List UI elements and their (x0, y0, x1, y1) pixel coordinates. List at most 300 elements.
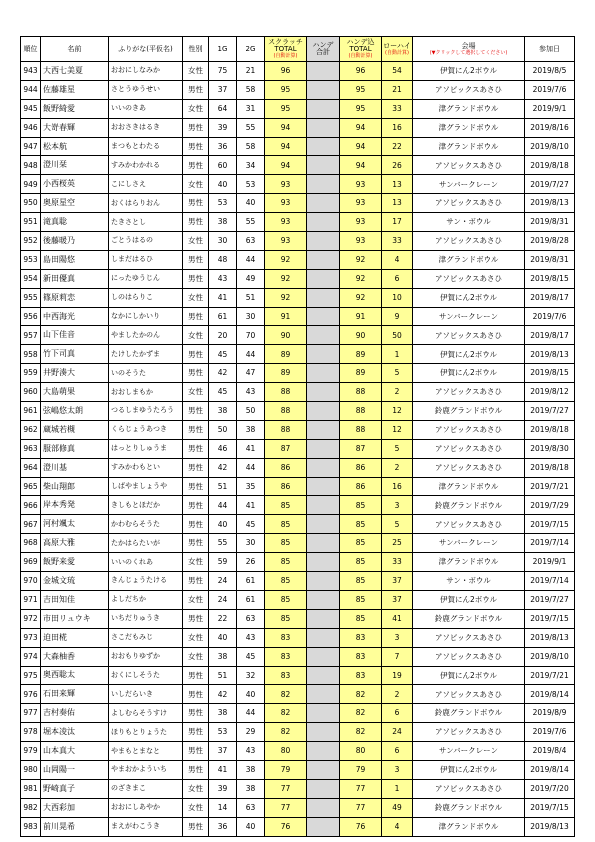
venue-cell[interactable]: アソビックスあさひ (413, 232, 525, 251)
game2-cell: 55 (237, 213, 265, 232)
table-row (21, 798, 575, 817)
handicap-cell[interactable] (307, 458, 340, 477)
table-row (21, 609, 575, 628)
venue-cell[interactable]: 津グランドボウル (413, 477, 525, 496)
date-cell: 2019/8/13 (525, 194, 575, 213)
game1-cell: 39 (209, 118, 237, 137)
handicap-total-cell: 89 (340, 364, 382, 383)
handicap-cell[interactable] (307, 590, 340, 609)
game2-cell: 38 (237, 760, 265, 779)
game2-cell: 44 (237, 458, 265, 477)
rank-cell: 972 (21, 609, 41, 628)
venue-cell[interactable]: アソビックスあさひ (413, 779, 525, 798)
name-cell: 野崎真子 (41, 779, 109, 798)
venue-cell[interactable]: 津グランドボウル (413, 99, 525, 118)
date-cell: 2019/8/13 (525, 817, 575, 836)
date-cell: 2019/7/20 (525, 779, 575, 798)
venue-cell[interactable]: アソビックスあさひ (413, 515, 525, 534)
kana-cell: ごとうはるの (109, 232, 183, 251)
handicap-cell[interactable] (307, 420, 340, 439)
handicap-cell[interactable] (307, 232, 340, 251)
handicap-total-cell: 87 (340, 439, 382, 458)
scratch-total-cell: 94 (265, 156, 307, 175)
game1-cell: 60 (209, 156, 237, 175)
game2-cell: 43 (237, 383, 265, 402)
kana-cell: たきさとし (109, 213, 183, 232)
table-row (21, 232, 575, 251)
date-cell: 2019/8/9 (525, 704, 575, 723)
header-row (21, 37, 575, 62)
kana-cell: おおにしあやか (109, 798, 183, 817)
table-row (21, 723, 575, 742)
date-cell: 2019/7/27 (525, 175, 575, 194)
header-handicap-total (340, 37, 382, 62)
handicap-cell[interactable] (307, 383, 340, 402)
scratch-total-cell: 88 (265, 383, 307, 402)
table-row (21, 137, 575, 156)
kana-cell: まえがわこうき (109, 817, 183, 836)
gender-cell: 男性 (183, 817, 209, 836)
game2-cell: 26 (237, 553, 265, 572)
header-handicap (307, 37, 340, 62)
date-cell: 2019/7/14 (525, 534, 575, 553)
table-row (21, 156, 575, 175)
handicap-total-cell: 83 (340, 647, 382, 666)
game1-cell: 42 (209, 364, 237, 383)
table-row (21, 175, 575, 194)
handicap-total-cell: 79 (340, 760, 382, 779)
rank-cell: 979 (21, 742, 41, 761)
header-hctotal-note: (自動計算) (348, 53, 373, 59)
lowhigh-cell: 10 (382, 288, 413, 307)
gender-cell: 男性 (183, 137, 209, 156)
lowhigh-cell: 26 (382, 156, 413, 175)
table-row (21, 250, 575, 269)
lowhigh-cell: 6 (382, 742, 413, 761)
venue-cell[interactable]: アソビックスあさひ (413, 269, 525, 288)
table-row (21, 590, 575, 609)
venue-cell[interactable]: アソビックスあさひ (413, 194, 525, 213)
venue-cell[interactable]: サンバークレーン (413, 742, 525, 761)
venue-cell[interactable]: 鈴鹿グランドボウル (413, 609, 525, 628)
lowhigh-cell: 24 (382, 723, 413, 742)
table-row (21, 62, 575, 81)
venue-cell[interactable]: サン・ボウル (413, 213, 525, 232)
scratch-total-cell: 93 (265, 175, 307, 194)
handicap-total-cell: 94 (340, 156, 382, 175)
handicap-cell[interactable] (307, 723, 340, 742)
header-hctotal-label: ハンデ込 (346, 38, 375, 46)
game1-cell: 24 (209, 572, 237, 591)
header-game2: 2G (237, 37, 265, 62)
rank-cell: 977 (21, 704, 41, 723)
venue-cell[interactable]: アソビックスあさひ (413, 420, 525, 439)
name-cell: 澄川基 (41, 458, 109, 477)
scratch-total-cell: 90 (265, 326, 307, 345)
lowhigh-cell: 13 (382, 175, 413, 194)
handicap-cell[interactable] (307, 99, 340, 118)
game2-cell: 61 (237, 572, 265, 591)
handicap-cell[interactable] (307, 194, 340, 213)
venue-cell[interactable]: 津グランドボウル (413, 118, 525, 137)
kana-cell: いのそうた (109, 364, 183, 383)
venue-cell[interactable]: アソビックスあさひ (413, 383, 525, 402)
lowhigh-cell: 37 (382, 572, 413, 591)
scratch-total-cell: 89 (265, 345, 307, 364)
header-game1: 1G (209, 37, 237, 62)
venue-cell[interactable]: アソビックスあさひ (413, 80, 525, 99)
header-scratch-note: (自動計算) (273, 53, 298, 59)
venue-cell[interactable]: 鈴鹿グランドボウル (413, 496, 525, 515)
date-cell: 2019/8/31 (525, 250, 575, 269)
handicap-total-cell: 77 (340, 798, 382, 817)
name-cell: 松本航 (41, 137, 109, 156)
handicap-cell[interactable] (307, 779, 340, 798)
kana-cell: のざきまこ (109, 779, 183, 798)
lowhigh-cell: 3 (382, 496, 413, 515)
venue-cell[interactable]: 伊賀にん2ボウル (413, 345, 525, 364)
table-row (21, 666, 575, 685)
rank-cell: 964 (21, 458, 41, 477)
name-cell: 中西海光 (41, 307, 109, 326)
handicap-total-cell: 83 (340, 628, 382, 647)
date-cell: 2019/8/31 (525, 213, 575, 232)
handicap-cell[interactable] (307, 760, 340, 779)
venue-cell[interactable]: サンバークレーン (413, 307, 525, 326)
venue-cell[interactable]: 津グランドボウル (413, 553, 525, 572)
lowhigh-cell: 4 (382, 250, 413, 269)
lowhigh-cell: 3 (382, 628, 413, 647)
handicap-total-cell: 77 (340, 779, 382, 798)
handicap-total-cell: 85 (340, 496, 382, 515)
game2-cell: 61 (237, 590, 265, 609)
gender-cell: 女性 (183, 590, 209, 609)
venue-cell[interactable]: サンバークレーン (413, 175, 525, 194)
rank-cell: 969 (21, 553, 41, 572)
table-row (21, 779, 575, 798)
name-cell: 吉村奏佑 (41, 704, 109, 723)
lowhigh-cell: 22 (382, 137, 413, 156)
lowhigh-cell: 16 (382, 118, 413, 137)
name-cell: 蔵城若槻 (41, 420, 109, 439)
venue-cell[interactable]: アソビックスあさひ (413, 723, 525, 742)
rank-cell: 966 (21, 496, 41, 515)
handicap-cell[interactable] (307, 553, 340, 572)
name-cell: 柴山翔郎 (41, 477, 109, 496)
game1-cell: 38 (209, 704, 237, 723)
game1-cell: 14 (209, 798, 237, 817)
table-row (21, 515, 575, 534)
table-row (21, 685, 575, 704)
handicap-total-cell: 91 (340, 307, 382, 326)
handicap-cell[interactable] (307, 742, 340, 761)
kana-cell: こにしさえ (109, 175, 183, 194)
gender-cell: 男性 (183, 213, 209, 232)
handicap-cell[interactable] (307, 364, 340, 383)
venue-cell[interactable]: アソビックスあさひ (413, 685, 525, 704)
name-cell: 飯野来愛 (41, 553, 109, 572)
gender-cell: 男性 (183, 420, 209, 439)
game1-cell: 20 (209, 326, 237, 345)
handicap-cell[interactable] (307, 80, 340, 99)
venue-cell[interactable]: アソビックスあさひ (413, 156, 525, 175)
venue-cell[interactable]: 伊賀にん2ボウル (413, 666, 525, 685)
handicap-cell[interactable] (307, 402, 340, 421)
handicap-cell[interactable] (307, 609, 340, 628)
table-row (21, 572, 575, 591)
kana-cell: すみかわもとい (109, 458, 183, 477)
name-cell: 後藤暖乃 (41, 232, 109, 251)
handicap-cell[interactable] (307, 572, 340, 591)
date-cell: 2019/8/13 (525, 628, 575, 647)
rank-cell: 970 (21, 572, 41, 591)
scratch-total-cell: 77 (265, 779, 307, 798)
lowhigh-cell: 49 (382, 798, 413, 817)
lowhigh-cell: 41 (382, 609, 413, 628)
handicap-cell[interactable] (307, 269, 340, 288)
name-cell: 服部修真 (41, 439, 109, 458)
handicap-total-cell: 86 (340, 458, 382, 477)
handicap-cell[interactable] (307, 798, 340, 817)
kana-cell: つるしまゆうたろう (109, 402, 183, 421)
game1-cell: 38 (209, 402, 237, 421)
scratch-total-cell: 95 (265, 99, 307, 118)
lowhigh-cell: 12 (382, 420, 413, 439)
handicap-cell[interactable] (307, 496, 340, 515)
kana-cell: いちだりゅうき (109, 609, 183, 628)
game1-cell: 51 (209, 477, 237, 496)
venue-cell[interactable]: アソビックスあさひ (413, 326, 525, 345)
venue-cell[interactable]: 伊賀にん2ボウル (413, 590, 525, 609)
lowhigh-cell: 5 (382, 515, 413, 534)
game2-cell: 38 (237, 420, 265, 439)
game2-cell: 40 (237, 194, 265, 213)
game2-cell: 35 (237, 477, 265, 496)
rank-cell: 956 (21, 307, 41, 326)
date-cell: 2019/9/1 (525, 553, 575, 572)
table-row (21, 628, 575, 647)
rank-cell: 950 (21, 194, 41, 213)
gender-cell: 男性 (183, 572, 209, 591)
kana-cell: きんじょうたける (109, 572, 183, 591)
game2-cell: 44 (237, 345, 265, 364)
date-cell: 2019/7/15 (525, 798, 575, 817)
date-cell: 2019/7/6 (525, 80, 575, 99)
venue-cell[interactable]: 伊賀にん2ボウル (413, 62, 525, 81)
game1-cell: 42 (209, 685, 237, 704)
handicap-cell[interactable] (307, 477, 340, 496)
lowhigh-cell: 33 (382, 553, 413, 572)
lowhigh-cell: 2 (382, 458, 413, 477)
handicap-cell[interactable] (307, 156, 340, 175)
table-row (21, 760, 575, 779)
lowhigh-cell: 13 (382, 194, 413, 213)
venue-cell[interactable]: サンバークレーン (413, 534, 525, 553)
venue-cell[interactable]: 伊賀にん2ボウル (413, 760, 525, 779)
rank-cell: 980 (21, 760, 41, 779)
kana-cell: おおしまもか (109, 383, 183, 402)
scratch-total-cell: 86 (265, 477, 307, 496)
scratch-total-cell: 82 (265, 723, 307, 742)
date-cell: 2019/8/15 (525, 269, 575, 288)
venue-cell[interactable]: 津グランドボウル (413, 250, 525, 269)
handicap-cell[interactable] (307, 118, 340, 137)
handicap-cell[interactable] (307, 175, 340, 194)
handicap-cell[interactable] (307, 288, 340, 307)
game1-cell: 37 (209, 80, 237, 99)
game2-cell: 45 (237, 647, 265, 666)
gender-cell: 男性 (183, 458, 209, 477)
name-cell: 高原大雅 (41, 534, 109, 553)
scratch-total-cell: 85 (265, 534, 307, 553)
rank-cell: 981 (21, 779, 41, 798)
table-row (21, 269, 575, 288)
handicap-cell[interactable] (307, 515, 340, 534)
name-cell: 迫田椛 (41, 628, 109, 647)
game1-cell: 30 (209, 232, 237, 251)
handicap-cell[interactable] (307, 666, 340, 685)
venue-cell[interactable]: 伊賀にん2ボウル (413, 364, 525, 383)
gender-cell: 男性 (183, 118, 209, 137)
handicap-total-cell: 80 (340, 742, 382, 761)
handicap-total-cell: 96 (340, 62, 382, 81)
venue-cell[interactable]: 鈴鹿グランドボウル (413, 798, 525, 817)
handicap-cell[interactable] (307, 213, 340, 232)
handicap-cell[interactable] (307, 685, 340, 704)
date-cell: 2019/7/15 (525, 515, 575, 534)
kana-cell: まつもとわたる (109, 137, 183, 156)
venue-cell[interactable]: アソビックスあさひ (413, 628, 525, 647)
handicap-total-cell: 93 (340, 175, 382, 194)
game1-cell: 38 (209, 647, 237, 666)
venue-cell[interactable]: 鈴鹿グランドボウル (413, 402, 525, 421)
venue-cell[interactable]: アソビックスあさひ (413, 439, 525, 458)
header-venue-note: (▼クリックして選択してください) (429, 49, 508, 56)
handicap-total-cell: 85 (340, 553, 382, 572)
date-cell: 2019/8/18 (525, 156, 575, 175)
rank-cell: 960 (21, 383, 41, 402)
venue-cell[interactable]: 伊賀にん2ボウル (413, 288, 525, 307)
scratch-total-cell: 96 (265, 62, 307, 81)
scratch-total-cell: 93 (265, 194, 307, 213)
handicap-cell[interactable] (307, 817, 340, 836)
game1-cell: 51 (209, 666, 237, 685)
handicap-cell[interactable] (307, 307, 340, 326)
rank-cell: 983 (21, 817, 41, 836)
handicap-total-cell: 92 (340, 250, 382, 269)
game2-cell: 58 (237, 80, 265, 99)
scratch-total-cell: 93 (265, 213, 307, 232)
header-gender: 性別 (183, 37, 209, 62)
handicap-cell[interactable] (307, 62, 340, 81)
venue-cell[interactable]: 鈴鹿グランドボウル (413, 704, 525, 723)
venue-cell[interactable]: 津グランドボウル (413, 817, 525, 836)
handicap-cell[interactable] (307, 704, 340, 723)
table-row (21, 364, 575, 383)
venue-cell[interactable]: アソビックスあさひ (413, 458, 525, 477)
handicap-cell[interactable] (307, 250, 340, 269)
venue-cell[interactable]: アソビックスあさひ (413, 647, 525, 666)
handicap-cell[interactable] (307, 647, 340, 666)
header-scratch-total (265, 37, 307, 62)
gender-cell: 男性 (183, 477, 209, 496)
kana-cell: しまだはるひ (109, 250, 183, 269)
venue-cell[interactable]: 津グランドボウル (413, 137, 525, 156)
name-cell: 新田優真 (41, 269, 109, 288)
name-cell: 小西桜英 (41, 175, 109, 194)
game2-cell: 40 (237, 685, 265, 704)
lowhigh-cell: 5 (382, 439, 413, 458)
game1-cell: 48 (209, 250, 237, 269)
name-cell: 金城文琉 (41, 572, 109, 591)
name-cell: 堀本凌汰 (41, 723, 109, 742)
game2-cell: 32 (237, 666, 265, 685)
lowhigh-cell: 1 (382, 345, 413, 364)
lowhigh-cell: 25 (382, 534, 413, 553)
rank-cell: 953 (21, 250, 41, 269)
handicap-cell[interactable] (307, 439, 340, 458)
handicap-total-cell: 82 (340, 704, 382, 723)
game2-cell: 21 (237, 62, 265, 81)
scratch-total-cell: 80 (265, 742, 307, 761)
scratch-total-cell: 82 (265, 704, 307, 723)
scratch-total-cell: 94 (265, 137, 307, 156)
rank-cell: 948 (21, 156, 41, 175)
rank-cell: 946 (21, 118, 41, 137)
gender-cell: 男性 (183, 402, 209, 421)
name-cell: 佐藤雄星 (41, 80, 109, 99)
handicap-total-cell: 90 (340, 326, 382, 345)
handicap-cell[interactable] (307, 534, 340, 553)
venue-cell[interactable]: サン・ボウル (413, 572, 525, 591)
scratch-total-cell: 85 (265, 590, 307, 609)
rank-cell: 963 (21, 439, 41, 458)
date-cell: 2019/8/16 (525, 118, 575, 137)
table-row (21, 345, 575, 364)
name-cell: 弦嶋悠太朗 (41, 402, 109, 421)
game1-cell: 50 (209, 420, 237, 439)
date-cell: 2019/8/14 (525, 760, 575, 779)
game1-cell: 43 (209, 269, 237, 288)
handicap-total-cell: 85 (340, 609, 382, 628)
game1-cell: 59 (209, 553, 237, 572)
kana-cell: さとうゆうせい (109, 80, 183, 99)
date-cell: 2019/7/29 (525, 496, 575, 515)
gender-cell: 男性 (183, 439, 209, 458)
date-cell: 2019/8/14 (525, 685, 575, 704)
handicap-cell[interactable] (307, 345, 340, 364)
game2-cell: 63 (237, 798, 265, 817)
handicap-cell[interactable] (307, 628, 340, 647)
handicap-total-cell: 88 (340, 383, 382, 402)
date-cell: 2019/8/10 (525, 137, 575, 156)
lowhigh-cell: 17 (382, 213, 413, 232)
handicap-cell[interactable] (307, 137, 340, 156)
table-row (21, 439, 575, 458)
kana-cell: きしもとほだか (109, 496, 183, 515)
header-rank: 順位 (21, 37, 41, 62)
name-cell: 澄川栞 (41, 156, 109, 175)
lowhigh-cell: 50 (382, 326, 413, 345)
table-row (21, 534, 575, 553)
handicap-cell[interactable] (307, 326, 340, 345)
rank-cell: 949 (21, 175, 41, 194)
table-row (21, 458, 575, 477)
game1-cell: 40 (209, 628, 237, 647)
header-name: 名前 (41, 37, 109, 62)
date-cell: 2019/7/21 (525, 477, 575, 496)
kana-cell: やましたかのん (109, 326, 183, 345)
